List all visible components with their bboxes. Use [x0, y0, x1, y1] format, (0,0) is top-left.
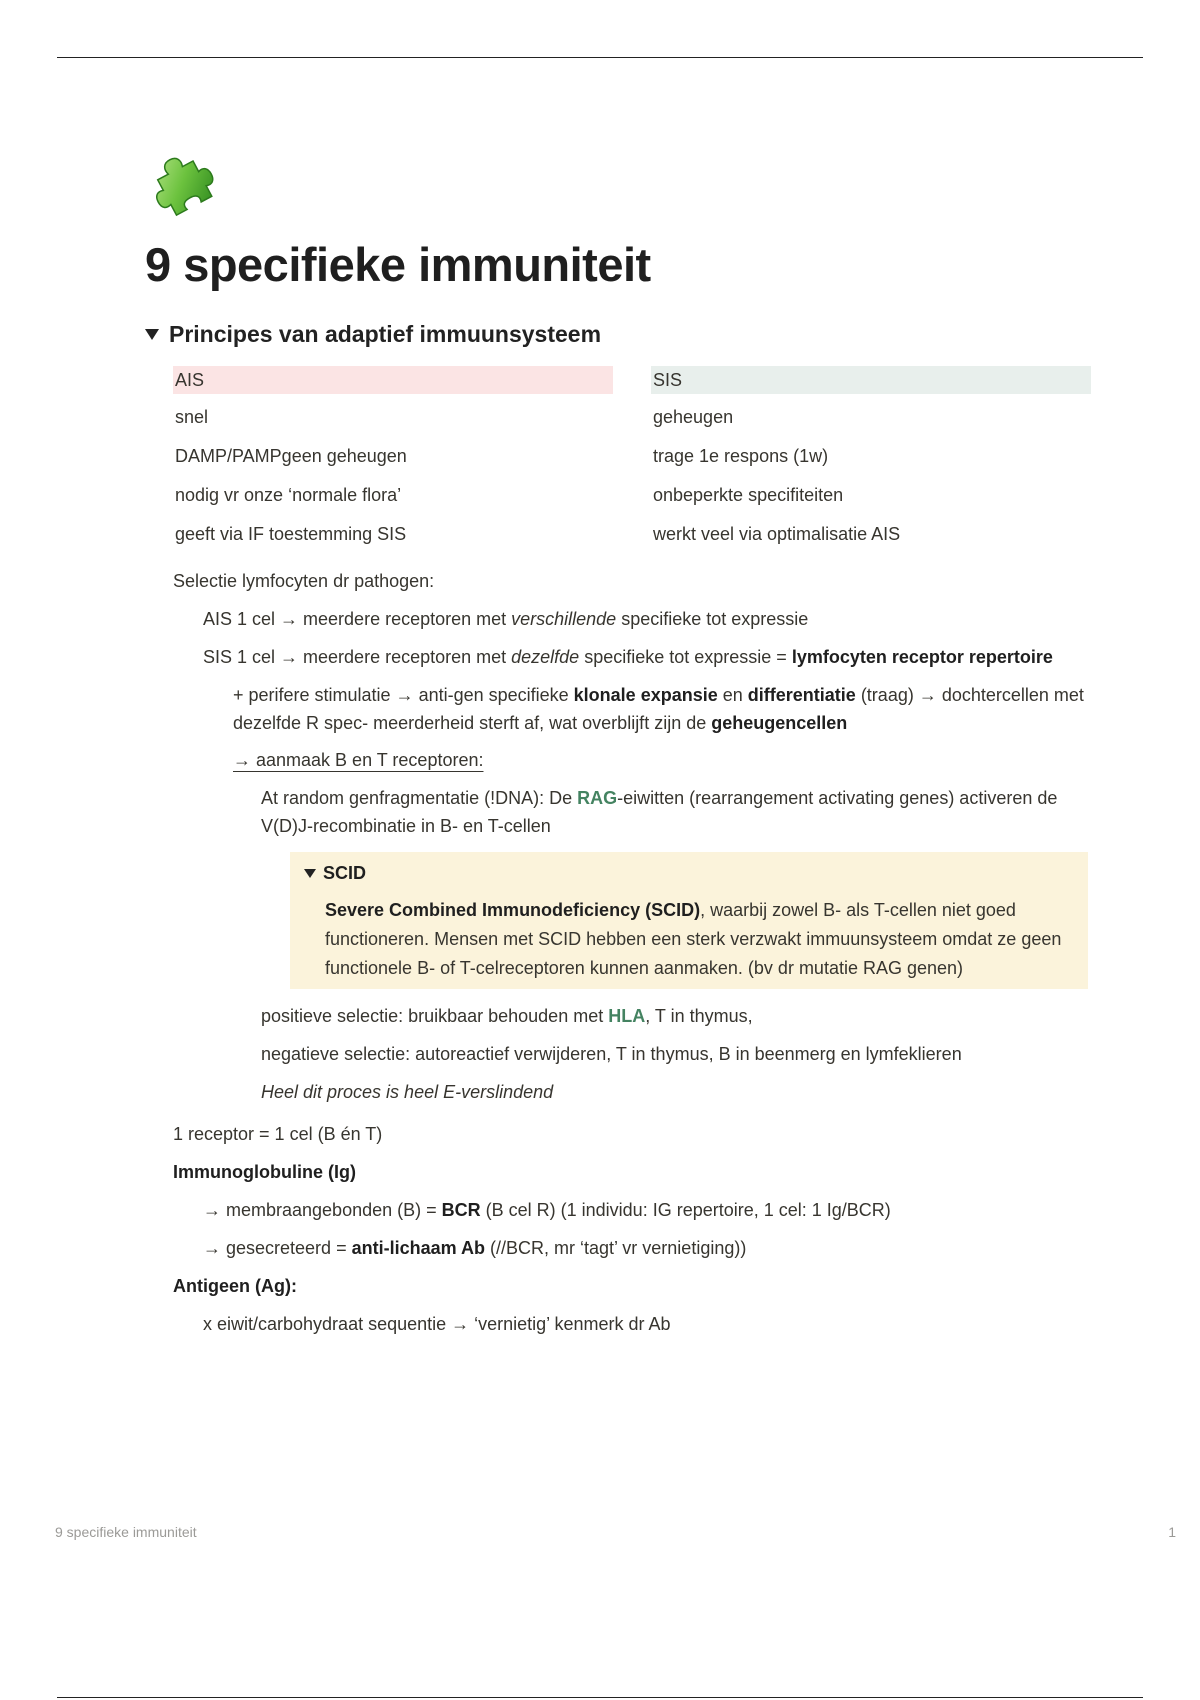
- membraan-line: → membraangebonden (B) = BCR (B cel R) (1 individu: IG repertoire, 1 cel: 1 Ig/BCR): [203, 1200, 891, 1221]
- scid-heading: SCID: [323, 863, 367, 884]
- ais-receptor-line: AIS 1 cel → meerdere receptoren met verschillende specifieke tot expressie: [203, 609, 809, 630]
- perifere-stimulatie-line: + perifere stimulatie → anti-gen specifieke klonale expansie en differentiatie (traag) → dochtercellen met dezelfde R spec- meerderheid sterft af, wat overblijft zijn de geheugencellen: [233, 685, 1084, 734]
- scid-callout: [290, 852, 1088, 989]
- ais-column: [173, 366, 613, 554]
- scid-body: Severe Combined Immunodeficiency (SCID), waarbij zowel B- als T-cellen niet goed functioneren. Mensen met SCID hebben een sterk verzwakt immuunsysteem omdat ze geen functionele B- of T-celreceptoren kunnen aanmaken. (bv dr mutatie RAG genen): [325, 900, 1062, 979]
- section-heading: Principes van adaptief immuunsysteem: [169, 321, 602, 348]
- sis-row: werkt veel via optimalisatie AIS: [653, 524, 901, 545]
- selectie-line: Selectie lymfocyten dr pathogen:: [173, 571, 435, 592]
- top-rule: [57, 57, 1143, 58]
- secretie-line: → gesecreteerd = anti-lichaam Ab (//BCR, mr ‘tagt’ vr vernietiging)): [203, 1238, 747, 1259]
- ig-heading: Immunoglobuline (Ig): [173, 1162, 356, 1183]
- sis-header: SIS: [651, 366, 1091, 394]
- footer-page-number: 1: [1168, 1524, 1176, 1540]
- receptor-line: 1 receptor = 1 cel (B én T): [173, 1124, 383, 1145]
- ais-header: AIS: [173, 366, 613, 394]
- sis-receptor-line: SIS 1 cel → meerdere receptoren met dezelfde specifieke tot expressie = lymfocyten receptor repertoire: [203, 647, 1053, 668]
- bottom-rule: [57, 1697, 1143, 1698]
- section-toggle[interactable]: [145, 321, 1090, 348]
- negatieve-selectie-line: negatieve selectie: autoreactief verwijderen, T in thymus, B in beenmerg en lymfeklieren: [261, 1044, 962, 1065]
- sis-row: trage 1e respons (1w): [653, 446, 829, 467]
- footer-title: 9 specifieke immuniteit: [55, 1524, 197, 1540]
- ais-row: snel: [175, 407, 209, 428]
- scid-toggle[interactable]: [304, 860, 1080, 886]
- ag-heading: Antigeen (Ag):: [173, 1276, 297, 1297]
- aanmaak-line: → aanmaak B en T receptoren:: [233, 750, 484, 771]
- page-title: 9 specifieke immuniteit: [145, 238, 651, 291]
- ais-row: DAMP/PAMPgeen geheugen: [175, 446, 407, 467]
- positieve-selectie-line: positieve selectie: bruikbaar behouden met HLA, T in thymus,: [261, 1006, 753, 1027]
- sis-row: onbeperkte specifiteiten: [653, 485, 844, 506]
- toggle-triangle-icon[interactable]: [145, 329, 159, 340]
- ais-row: nodig vr onze ‘normale flora’: [175, 485, 402, 506]
- puzzle-piece-icon: [145, 145, 217, 217]
- comparison-columns: [173, 366, 1091, 554]
- sis-row: geheugen: [653, 407, 734, 428]
- ag-line: x eiwit/carbohydraat sequentie → ‘vernietig’ kenmerk dr Ab: [203, 1314, 671, 1335]
- sis-column: [651, 366, 1091, 554]
- ais-row: geeft via IF toestemming SIS: [175, 524, 407, 545]
- toggle-triangle-icon[interactable]: [304, 869, 316, 878]
- proces-line: Heel dit proces is heel E-verslindend: [261, 1082, 554, 1103]
- genfragmentatie-line: At random genfragmentatie (!DNA): De RAG-eiwitten (rearrangement activating genes) activeren de V(D)J-recombinatie in B- en T-cellen: [261, 788, 1058, 837]
- page-content: [145, 145, 1090, 1339]
